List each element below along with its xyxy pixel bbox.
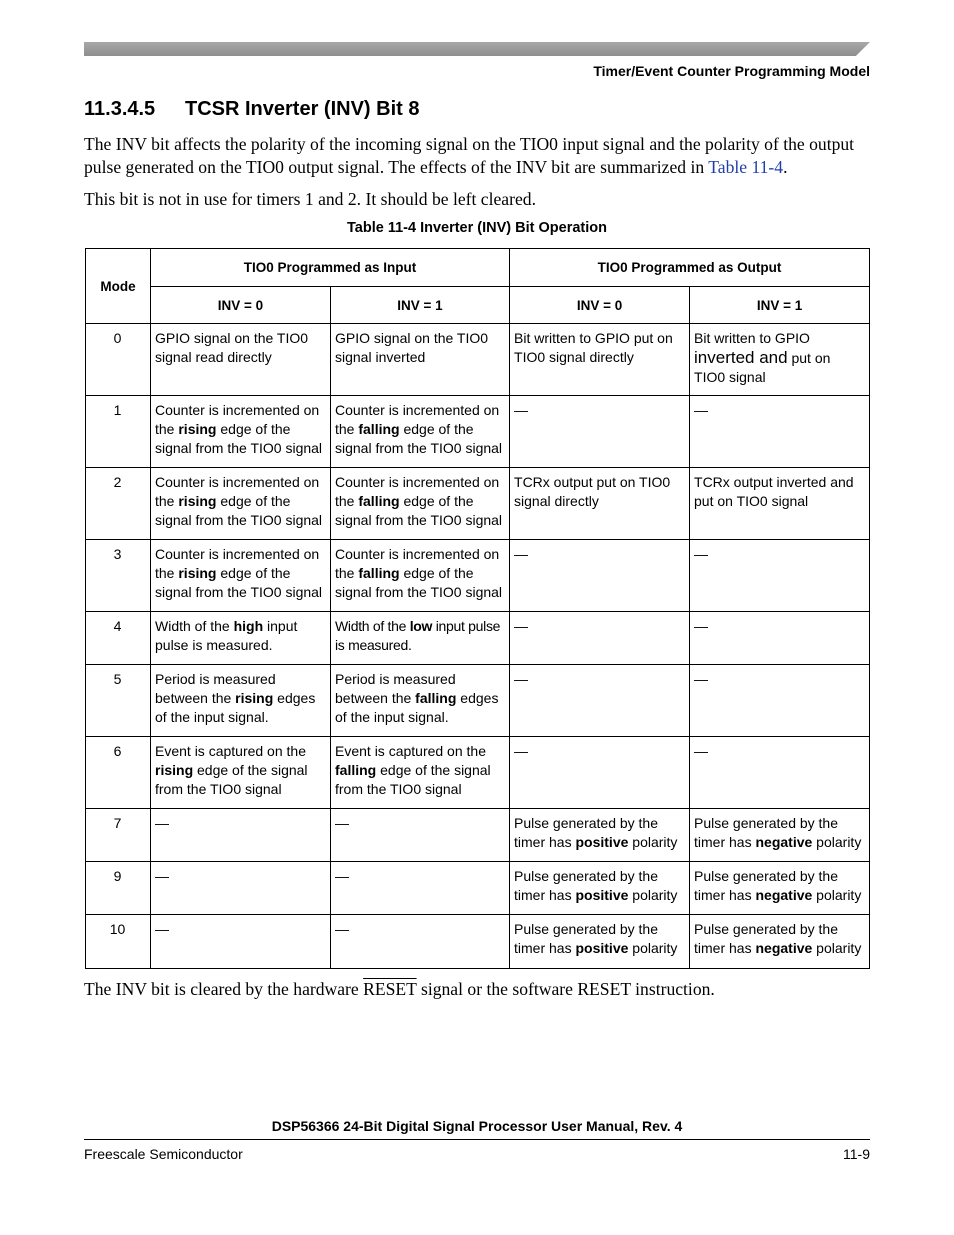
header-output-inv0: INV = 0	[510, 287, 690, 324]
cell-text: Counter is incremented on the	[155, 402, 320, 437]
cell-text: Pulse generated by the timer has	[694, 815, 839, 850]
cell-text: edges of the input signal.	[155, 690, 316, 725]
cell-input-inv1	[331, 396, 510, 468]
cell-bold: falling	[358, 493, 400, 509]
reset-signal: RESET	[363, 979, 417, 999]
cell-input-inv0: GPIO signal on the TIO0 signal read directly	[151, 324, 331, 396]
inv-bit-table	[85, 248, 870, 969]
cell-input-inv1: —	[331, 915, 510, 969]
cell-input-inv0	[151, 396, 331, 468]
section-number: 11.3.4.5	[84, 98, 156, 120]
cell-text: inverted and	[694, 348, 788, 367]
header-output-inv1: INV = 1	[690, 287, 870, 324]
cell-input-inv1: —	[331, 862, 510, 915]
running-head: Timer/Event Counter Programming Model	[593, 63, 870, 79]
cell-text: polarity	[812, 940, 862, 956]
cell-text: Period is measured between the	[335, 671, 456, 706]
cell-output-inv0: —	[510, 737, 690, 809]
header-mode: Mode	[86, 249, 151, 324]
cell-input-inv0	[151, 612, 331, 665]
cell-text: Period is measured between the	[155, 671, 276, 706]
cell-bold: rising	[178, 565, 217, 581]
mode-cell: 10	[86, 915, 151, 969]
table-row	[86, 915, 870, 969]
cell-text: polarity	[812, 834, 862, 850]
cell-bold: high	[233, 618, 264, 634]
section-title	[84, 98, 419, 121]
cell-input-inv1	[331, 612, 510, 665]
cell-text: edge of the signal from the TIO0 signal	[335, 762, 491, 797]
cell-text: polarity	[628, 834, 678, 850]
paragraph-intro-end: .	[783, 157, 788, 177]
cell-bold: falling	[335, 762, 377, 778]
cell-bold: negative	[755, 940, 813, 956]
mode-cell: 6	[86, 737, 151, 809]
cell-input-inv0: —	[151, 862, 331, 915]
cell-text: Width of the	[335, 618, 410, 634]
cell-bold: falling	[358, 421, 400, 437]
cell-text: edge of the signal from the TIO0 signal	[155, 493, 323, 528]
cell-output-inv0	[510, 809, 690, 862]
cell-bold: falling	[415, 690, 457, 706]
cell-output-inv1: —	[690, 737, 870, 809]
cell-bold: positive	[575, 940, 629, 956]
mode-cell: 5	[86, 665, 151, 737]
cell-text: edges of the input signal.	[335, 690, 499, 725]
cell-input-inv1	[331, 468, 510, 540]
cell-text: polarity	[812, 887, 862, 903]
cell-input-inv1	[331, 540, 510, 612]
cell-input-inv1	[331, 737, 510, 809]
table-row	[86, 665, 870, 737]
mode-cell: 2	[86, 468, 151, 540]
cell-output-inv0: —	[510, 665, 690, 737]
cell-text: Counter is incremented on the	[335, 546, 500, 581]
cell-text: edge of the signal from the TIO0 signal	[155, 762, 308, 797]
footer-divider	[84, 1139, 870, 1140]
cell-text: Width of the	[155, 618, 234, 634]
cell-output-inv1: —	[690, 540, 870, 612]
header-input: TIO0 Programmed as Input	[151, 249, 510, 287]
cell-text: input pulse is measured.	[335, 618, 501, 653]
cell-text: Event is captured on the	[335, 743, 486, 759]
paragraph-reset-text: The INV bit is cleared by the hardware	[84, 979, 364, 999]
header-input-inv1: INV = 1	[331, 287, 510, 324]
cell-output-inv0: TCRx output put on TIO0 signal directly	[510, 468, 690, 540]
paragraph-intro-text: The INV bit affects the polarity of the incoming signal on the TIO0 input signal and the polarity of the output pulse generated on the TIO0 output signal. The effects of the INV bit are summarized in	[84, 134, 855, 177]
cell-bold: rising	[178, 493, 217, 509]
cell-output-inv1: —	[690, 665, 870, 737]
header-output: TIO0 Programmed as Output	[510, 249, 870, 287]
page-number: 11-9	[843, 1146, 870, 1162]
cell-text: Pulse generated by the timer has	[694, 921, 839, 956]
cell-text: Event is captured on the	[155, 743, 306, 759]
cell-input-inv0: —	[151, 809, 331, 862]
table-caption: Table 11-4 Inverter (INV) Bit Operation	[347, 220, 607, 236]
table-row	[86, 324, 870, 396]
table-row	[86, 809, 870, 862]
cell-text: edge of the signal from the TIO0 signal	[335, 421, 503, 456]
footer-title: DSP56366 24-Bit Digital Signal Processor User Manual, Rev. 4	[271, 1118, 683, 1134]
cell-bold: low	[409, 618, 433, 634]
cell-bold: negative	[755, 834, 813, 850]
mode-cell: 3	[86, 540, 151, 612]
mode-cell: 7	[86, 809, 151, 862]
mode-cell: 0	[86, 324, 151, 396]
cell-text: input pulse is measured.	[155, 618, 298, 653]
mode-cell: 9	[86, 862, 151, 915]
cell-text: Counter is incremented on the	[335, 402, 500, 437]
cell-bold: rising	[235, 690, 274, 706]
cell-text: edge of the signal from the TIO0 signal	[155, 421, 323, 456]
header-input-inv0: INV = 0	[151, 287, 331, 324]
cell-output-inv1: —	[690, 396, 870, 468]
footer-company: Freescale Semiconductor	[84, 1146, 243, 1162]
table-row	[86, 612, 870, 665]
cell-bold: falling	[358, 565, 400, 581]
cell-output-inv0: Bit written to GPIO put on TIO0 signal directly	[510, 324, 690, 396]
cell-output-inv1	[690, 862, 870, 915]
cell-text: edge of the signal from the TIO0 signal	[335, 565, 503, 600]
table-row	[86, 396, 870, 468]
cell-text: Pulse generated by the timer has	[694, 868, 839, 903]
cell-input-inv1	[331, 665, 510, 737]
cell-text: edge of the signal from the TIO0 signal	[155, 565, 323, 600]
cell-text: Counter is incremented on the	[155, 474, 320, 509]
cell-bold: positive	[575, 887, 629, 903]
cell-bold: rising	[178, 421, 217, 437]
cell-text: polarity	[628, 940, 678, 956]
cell-input-inv0	[151, 540, 331, 612]
cell-input-inv0	[151, 737, 331, 809]
paragraph-intro	[84, 133, 874, 179]
cell-output-inv0	[510, 862, 690, 915]
cell-text: Pulse generated by the timer has	[514, 868, 659, 903]
cell-input-inv1: —	[331, 809, 510, 862]
cell-text: Bit written to GPIO	[694, 330, 810, 346]
cell-bold: rising	[155, 762, 194, 778]
table-row	[86, 737, 870, 809]
cell-text: Counter is incremented on the	[155, 546, 320, 581]
cell-bold: negative	[755, 887, 813, 903]
cell-input-inv0: —	[151, 915, 331, 969]
cell-text: Pulse generated by the timer has	[514, 921, 659, 956]
cell-output-inv1: —	[690, 612, 870, 665]
cell-output-inv1	[690, 324, 870, 396]
cell-input-inv0	[151, 468, 331, 540]
cell-output-inv0: —	[510, 612, 690, 665]
mode-cell: 1	[86, 396, 151, 468]
cell-text: edge of the signal from the TIO0 signal	[335, 493, 503, 528]
cell-text: polarity	[628, 887, 678, 903]
header-bar	[84, 42, 870, 56]
cell-output-inv0	[510, 915, 690, 969]
cell-text: put on TIO0 signal	[694, 350, 831, 385]
cell-text: Counter is incremented on the	[335, 474, 500, 509]
paragraph-timers: This bit is not in use for timers 1 and 2. It should be left cleared.	[84, 189, 536, 209]
table-row	[86, 540, 870, 612]
mode-cell: 4	[86, 612, 151, 665]
table-row	[86, 862, 870, 915]
section-title-text: TCSR Inverter (INV) Bit 8	[185, 98, 420, 120]
table-row	[86, 468, 870, 540]
cell-input-inv1: GPIO signal on the TIO0 signal inverted	[331, 324, 510, 396]
cell-output-inv0: —	[510, 540, 690, 612]
cell-output-inv1	[690, 809, 870, 862]
cell-bold: positive	[575, 834, 629, 850]
cell-output-inv1	[690, 915, 870, 969]
table-link[interactable]: Table 11-4	[708, 157, 784, 177]
cell-output-inv1: TCRx output inverted and put on TIO0 signal	[690, 468, 870, 540]
paragraph-reset	[84, 978, 874, 1001]
paragraph-reset-end: signal or the software RESET instruction.	[416, 979, 715, 999]
cell-text: Pulse generated by the timer has	[514, 815, 659, 850]
cell-input-inv0	[151, 665, 331, 737]
cell-output-inv0: —	[510, 396, 690, 468]
